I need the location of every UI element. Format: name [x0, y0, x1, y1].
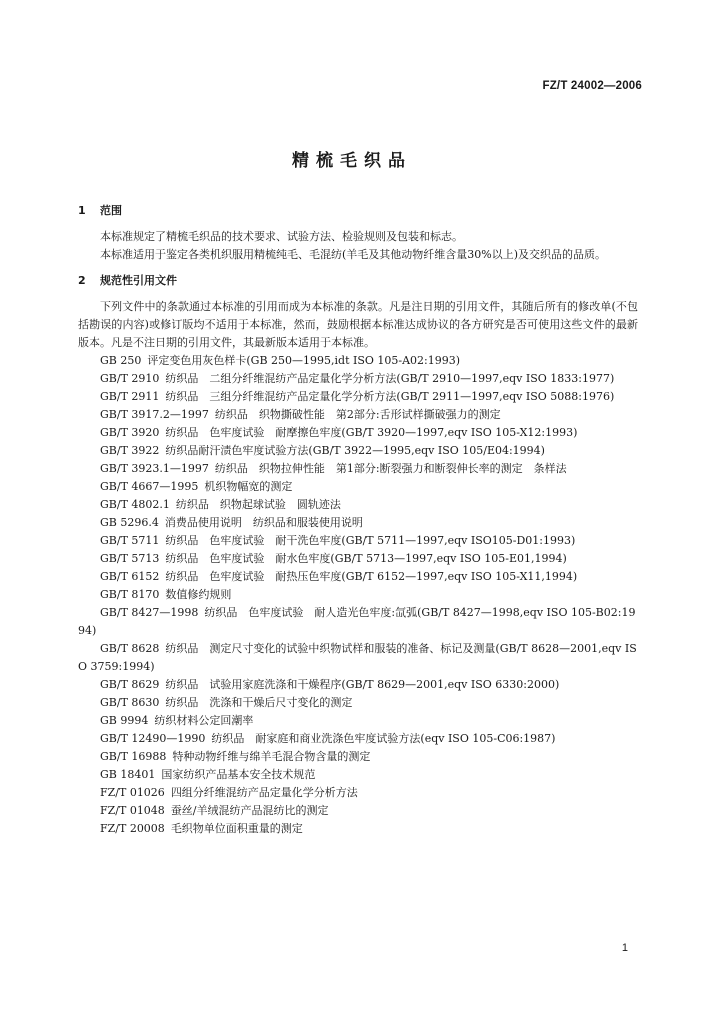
reference-title: 纺织品 色牢度试验 耐干洗色牢度(GB/T 5711—1997,eqv ISO105-D01:1993): [165, 534, 576, 547]
reference-code: GB 9994: [100, 714, 149, 727]
reference-title: 蚕丝/羊绒混纺产品混纺比的测定: [170, 804, 329, 817]
reference-item: [78, 514, 638, 532]
reference-title: 四组分纤维混纺产品定量化学分析方法: [170, 786, 358, 799]
reference-item: [78, 388, 638, 406]
reference-code: GB/T 16988: [100, 750, 167, 763]
document-title: 精梳毛织品: [292, 151, 412, 171]
reference-item: [78, 712, 638, 730]
reference-code: GB/T 2911: [100, 390, 160, 403]
reference-title: 特种动物纤维与绵羊毛混合物含量的测定: [172, 750, 371, 763]
reference-code: GB/T 8427—1998: [100, 606, 199, 619]
reference-code: GB/T 3917.2—1997: [100, 408, 209, 421]
reference-title: 纺织品 色牢度试验 耐人造光色牢度:氙弧(GB/T 8427—1998,eqv ISO 105-B02:1994): [78, 606, 636, 637]
reference-title: 评定变色用灰色样卡(GB 250—1995,idt ISO 105-A02:1993): [147, 354, 461, 367]
reference-title: 机织物幅宽的测定: [204, 480, 293, 493]
reference-item: [78, 784, 638, 802]
reference-title: 纺织品 色牢度试验 耐水色牢度(GB/T 5713—1997,eqv ISO 105-E01,1994): [165, 552, 567, 565]
reference-item: [78, 694, 638, 712]
reference-code: GB 5296.4: [100, 516, 159, 529]
reference-title: 纺织品 耐家庭和商业洗涤色牢度试验方法(eqv ISO 105-C06:1987): [211, 732, 556, 745]
reference-code: GB/T 8630: [100, 696, 160, 709]
paragraph: 本标准适用于鉴定各类机织服用精梳纯毛、毛混纺(羊毛及其他动物纤维含量30%以上)及交织品的品质。: [100, 248, 607, 261]
reference-item: [78, 802, 638, 820]
reference-item: [78, 676, 638, 694]
reference-item: [78, 424, 638, 442]
reference-item: [78, 442, 638, 460]
reference-code: FZ/T 20008: [100, 822, 165, 835]
section-number: 1: [78, 204, 86, 217]
paragraph: 下列文件中的条款通过本标准的引用而成为本标准的条款。凡是注日期的引用文件，其随后所有的修改单(不包括勘误的内容)或修订版均不适用于本标准，然而，鼓励根据本标准达成协议的各方研究是否可使用这些文件的最新版本。凡是不注日期的引用文件，其最新版本适用于本标准。: [78, 300, 638, 349]
reference-code: GB 250: [100, 354, 142, 367]
reference-item: [78, 748, 638, 766]
reference-title: 纺织品 三组分纤维混纺产品定量化学分析方法(GB/T 2911—1997,eqv ISO 5088:1976): [165, 390, 615, 403]
reference-code: GB/T 5711: [100, 534, 160, 547]
reference-title: 纺织品 色牢度试验 耐热压色牢度(GB/T 6152—1997,eqv ISO 105-X11,1994): [165, 570, 578, 583]
section-number: 2: [78, 274, 86, 287]
page-number: 1: [621, 942, 628, 954]
reference-code: GB/T 8629: [100, 678, 160, 691]
reference-item: [78, 496, 638, 514]
reference-title: 毛织物单位面积重量的测定: [170, 822, 303, 835]
reference-title: 纺织品 测定尺寸变化的试验中织物试样和服装的准备、标记及测量(GB/T 8628—2001,eqv ISO 3759:1994): [78, 642, 637, 673]
reference-item: [78, 406, 638, 424]
reference-item: [78, 370, 638, 388]
reference-code: GB/T 4667—1995: [100, 480, 199, 493]
reference-code: GB/T 3920: [100, 426, 160, 439]
reference-title: 国家纺织产品基本安全技术规范: [161, 768, 316, 781]
reference-list: [78, 352, 638, 838]
reference-code: GB/T 3923.1—1997: [100, 462, 209, 475]
standard-code: FZ/T 24002—2006: [542, 80, 642, 92]
reference-item: [78, 820, 638, 838]
reference-code: GB/T 2910: [100, 372, 160, 385]
reference-code: FZ/T 01048: [100, 804, 165, 817]
reference-code: FZ/T 01026: [100, 786, 165, 799]
reference-item: [78, 568, 638, 586]
reference-code: GB/T 3922: [100, 444, 160, 457]
reference-title: 纺织品 织物撕破性能 第2部分:舌形试样撕破强力的测定: [214, 408, 501, 421]
reference-title: 纺织品 二组分纤维混纺产品定量化学分析方法(GB/T 2910—1997,eqv ISO 1833:1977): [165, 372, 615, 385]
reference-item: [78, 730, 638, 748]
reference-item: [78, 460, 638, 478]
reference-item: [78, 766, 638, 784]
section-heading-references: [78, 272, 638, 290]
document-body: [78, 202, 638, 838]
reference-title: 纺织品耐汗渍色牢度试验方法(GB/T 3922—1995,eqv ISO 105/E04:1994): [165, 444, 545, 457]
reference-code: GB/T 12490—1990: [100, 732, 206, 745]
reference-code: GB/T 8628: [100, 642, 160, 655]
section-title: 规范性引用文件: [100, 274, 177, 287]
paragraph: 本标准规定了精梳毛织品的技术要求、试验方法、检验规则及包装和标志。: [100, 230, 463, 243]
reference-code: GB/T 5713: [100, 552, 160, 565]
reference-code: GB/T 4802.1: [100, 498, 170, 511]
reference-item: [78, 586, 638, 604]
reference-title: 纺织品 织物拉伸性能 第1部分:断裂强力和断裂伸长率的测定 条样法: [214, 462, 567, 475]
reference-title: 数值修约规则: [165, 588, 232, 601]
reference-item: [78, 352, 638, 370]
reference-item: [78, 532, 638, 550]
reference-title: 消费品使用说明 纺织品和服装使用说明: [164, 516, 363, 529]
section-title: 范围: [100, 204, 122, 217]
reference-code: GB/T 6152: [100, 570, 160, 583]
reference-title: 纺织品 洗涤和干燥后尺寸变化的测定: [165, 696, 353, 709]
reference-title: 纺织品 试验用家庭洗涤和干燥程序(GB/T 8629—2001,eqv ISO 6330:2000): [165, 678, 560, 691]
section-heading-scope: [78, 202, 638, 220]
reference-item: [78, 604, 638, 640]
reference-title: 纺织品 织物起球试验 圆轨迹法: [175, 498, 341, 511]
reference-title: 纺织品 色牢度试验 耐摩擦色牢度(GB/T 3920—1997,eqv ISO 105-X12:1993): [165, 426, 578, 439]
reference-title: 纺织材料公定回潮率: [154, 714, 254, 727]
reference-item: [78, 478, 638, 496]
reference-item: [78, 550, 638, 568]
reference-item: [78, 640, 638, 676]
reference-code: GB/T 8170: [100, 588, 160, 601]
reference-code: GB 18401: [100, 768, 156, 781]
